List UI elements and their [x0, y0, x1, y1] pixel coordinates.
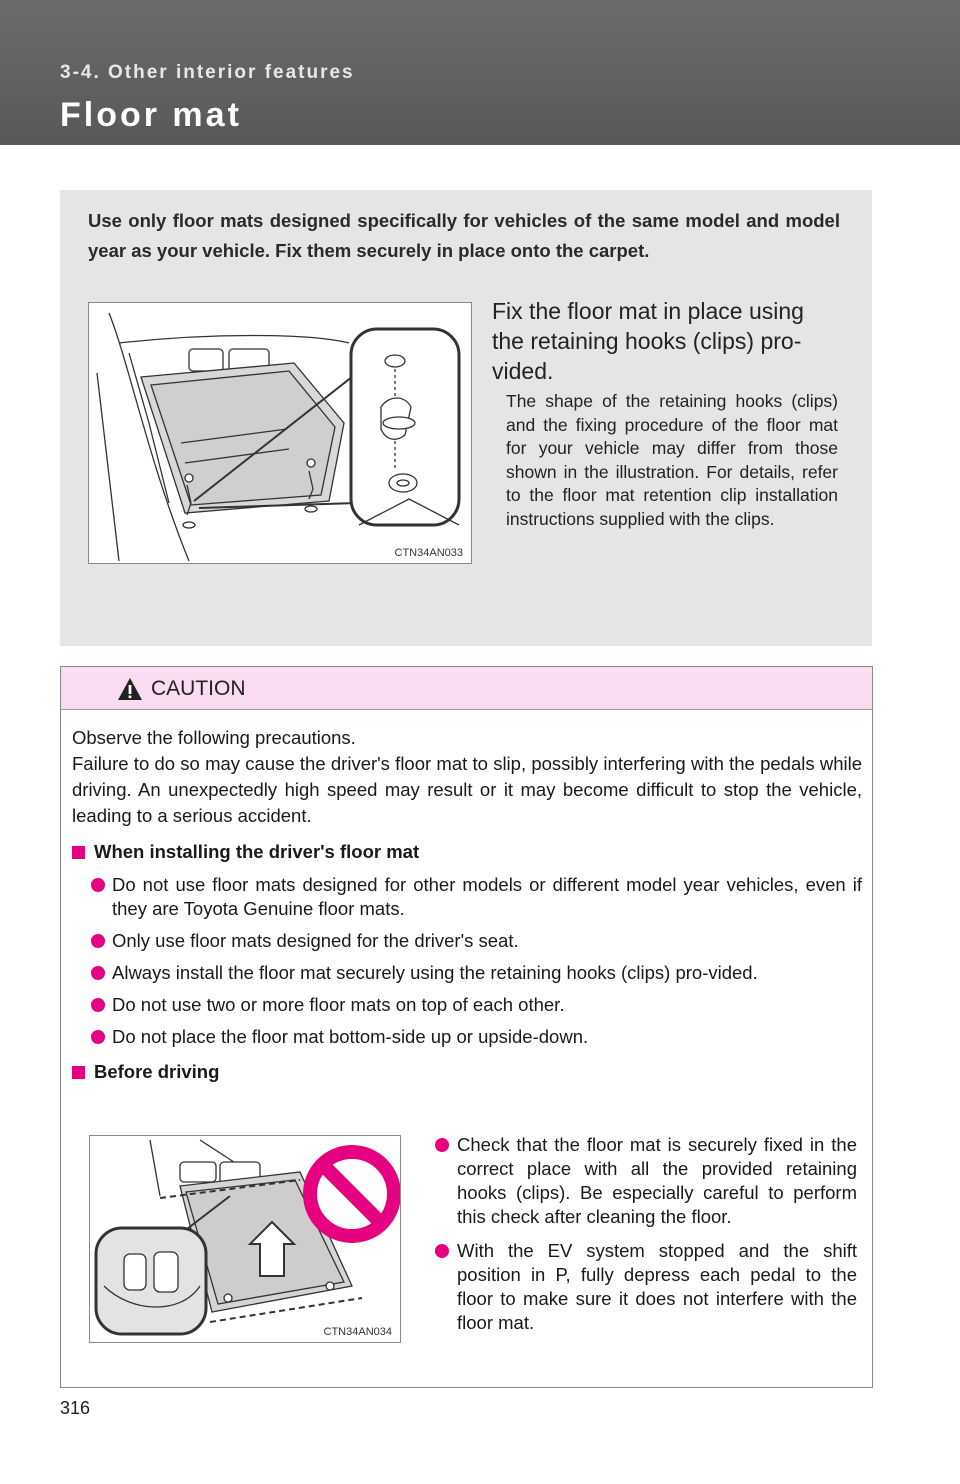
figure-code: CTN34AN033: [394, 547, 463, 559]
list-item-text: With the EV system stopped and the shift position in P, fully depress each pedal to the floor to make sure it does not interfere with the floor mat.: [457, 1240, 857, 1333]
bullet-dot-icon: [91, 966, 105, 980]
info-box: [60, 190, 872, 646]
floor-mat-warning-illustration: [89, 1135, 401, 1343]
info-lead-text: Use only floor mats designed specifically for vehicles of the same model and model year as your vehicle. Fix them securely in place onto the carpet.: [88, 210, 840, 261]
list-item: [429, 1239, 857, 1335]
bullet-dot-icon: [91, 878, 105, 892]
bullet-dot-icon: [435, 1244, 449, 1258]
warning-triangle-icon: [117, 677, 143, 701]
bullet-dot-icon: [91, 934, 105, 948]
caution-header: [61, 667, 872, 710]
list-item-text: Only use floor mats designed for the driver's seat.: [112, 930, 519, 951]
caution-intro-paragraph: Failure to do so may cause the driver's floor mat to slip, possibly interfering with the pedals while driving. An unexpectedly high speed may result or it may become difficult to stop the vehicle, leading to a serious accident.: [72, 753, 862, 826]
figure-code: CTN34AN034: [323, 1326, 392, 1338]
floor-mat-slip-drawing: [90, 1136, 400, 1342]
list-item-text: Do not use floor mats designed for other models or different model year vehicles, even if they are Toyota Genuine floor mats.: [112, 874, 862, 919]
list-item: [72, 993, 862, 1017]
caution-box: [60, 666, 873, 1388]
list-item-text: Check that the floor mat is securely fixed in the correct place with all the provided retaining hooks (clips). Be especially careful to perform this check after cleaning the floor.: [457, 1134, 857, 1227]
bullet-dot-icon: [91, 1030, 105, 1044]
list-item-text: Do not use two or more floor mats on top of each other.: [112, 994, 565, 1015]
page-number: 316: [60, 1398, 91, 1418]
list-item-text: Do not place the floor mat bottom-side up or upside-down.: [112, 1026, 589, 1047]
caution-intro-line: Observe the following precautions.: [72, 727, 356, 748]
caution-body: [72, 725, 862, 1093]
before-driving-heading: [72, 1059, 862, 1085]
before-driving-list: [429, 1133, 857, 1345]
installing-heading-text: When installing the driver's floor mat: [94, 841, 420, 862]
square-bullet-icon: [72, 1066, 85, 1079]
list-item: [72, 873, 862, 921]
section-label: 3-4. Other interior features: [60, 62, 355, 83]
fix-instruction-note: The shape of the retaining hooks (clips) and the fixing procedure of the floor mat for your vehicle may differ from those shown in the illustration. For details, refer to the floor mat retention clip installation instructions supplied with the clips.: [506, 391, 838, 529]
installing-heading: [72, 839, 862, 865]
bullet-dot-icon: [91, 998, 105, 1012]
page-header: [0, 0, 960, 145]
list-item: [72, 961, 862, 985]
page-title: Floor mat: [60, 96, 242, 134]
fix-instruction-heading: Fix the floor mat in place using the retaining hooks (clips) pro-vided.: [492, 298, 804, 384]
square-bullet-icon: [72, 846, 85, 859]
list-item-text: Always install the floor mat securely using the retaining hooks (clips) pro-vided.: [112, 962, 758, 983]
floor-mat-illustration: [88, 302, 472, 564]
floor-mat-hooks-drawing: [89, 303, 471, 563]
list-item: [72, 929, 862, 953]
list-item: [72, 1025, 862, 1049]
caution-title: CAUTION: [151, 677, 246, 700]
before-driving-heading-text: Before driving: [94, 1061, 220, 1082]
bullet-dot-icon: [435, 1138, 449, 1152]
list-item: [429, 1133, 857, 1229]
